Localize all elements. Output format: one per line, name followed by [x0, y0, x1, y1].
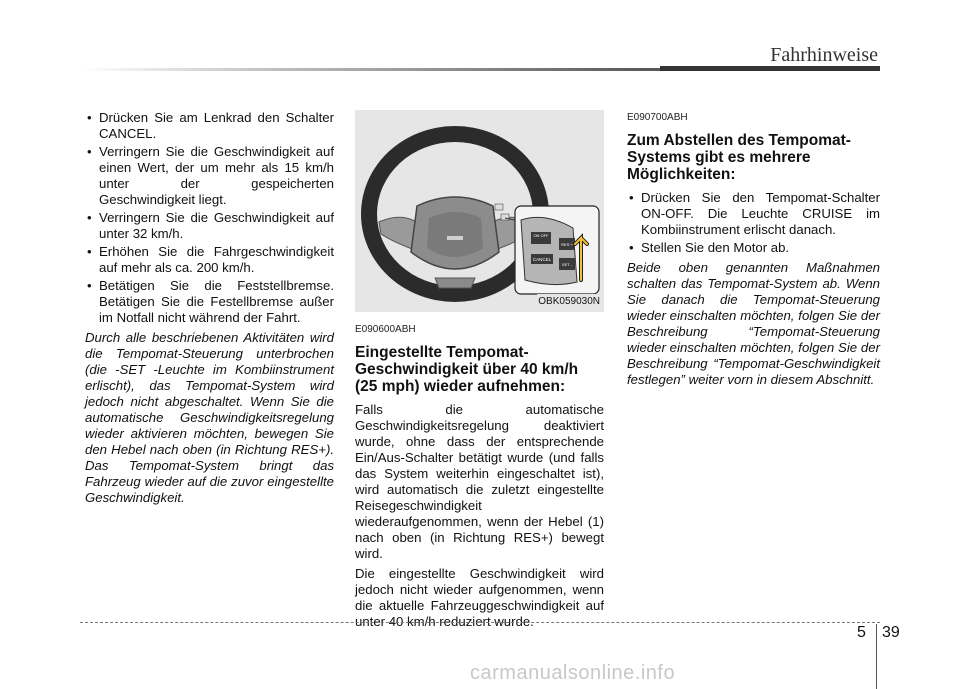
steering-wheel-illustration: [355, 110, 604, 312]
watermark: carmanualsonline.info: [470, 662, 676, 684]
set-label: SET -: [561, 262, 573, 267]
middle-paragraph: Die eingestellte Geschwindigkeit wird jedoch nicht wieder aufgenommen, wenn die aktuelle Fahrzeuggeschwindigkeit auf unter 40 km/h reduziert wurde.: [355, 566, 604, 629]
header-rule-accent: [660, 66, 880, 71]
hub-button: [495, 204, 503, 210]
section-heading: Eingestellte Tempomat-Geschwindigkeit über 40 km/h (25 mph) wieder aufnehmen:: [355, 344, 579, 395]
footer-divider: [876, 624, 877, 689]
list-item: • Drücken Sie den Tempomat-Schalter ON-OFF. Die Leuchte CRUISE im Kombiinstrument erlischt danach.: [627, 190, 880, 238]
footer-rule: [80, 622, 880, 623]
section-code: E090600ABH: [355, 324, 416, 335]
left-bullet-list: [85, 110, 334, 326]
middle-paragraph: Falls die automatische Geschwindigkeitsregelung deaktiviert wurde, ohne dass der entsprechende Ein/Aus-Schalter betätigt wurde (und falls das System weiterhin eingeschaltet ist), wird automatisch die zuletzt eingestellte Reisegeschwindigkeit wiederaufgenommen, wenn der Hebel (1) nach oben (in Richtung RES+) bewegt wird.: [355, 402, 604, 561]
steering-wheel-figure: [355, 110, 604, 312]
list-item: • Verringern Sie die Geschwindigkeit auf einen Wert, der um mehr als 15 km/h unter der gespeicherten Geschwindigkeit liegt.: [85, 144, 334, 208]
section-code: E090700ABH: [627, 112, 688, 123]
figure-label: OBK059030N: [537, 294, 601, 310]
callout-panel: [521, 217, 577, 284]
list-item: • Betätigen Sie die Feststellbremse. Betätigen Sie die Festellbremse außer im Notfall nicht während der Fahrt.: [85, 278, 334, 326]
list-item: • Erhöhen Sie die Fahrgeschwindigkeit auf mehr als ca. 200 km/h.: [85, 244, 334, 276]
list-item: • Drücken Sie am Lenkrad den Schalter CANCEL.: [85, 110, 334, 142]
chapter-number: 5: [857, 624, 866, 641]
right-bullet-list: [627, 190, 880, 256]
wheel-spoke-bottom: [435, 278, 475, 288]
page-header-title: Fahrhinweise: [770, 44, 878, 66]
brand-logo: [447, 236, 463, 240]
onoff-label: ON OFF: [533, 233, 549, 238]
page-number: 39: [882, 624, 900, 641]
section-heading: Zum Abstellen des Tempomat-Systems gibt es mehrere Möglichkeiten:: [627, 132, 851, 183]
res-label: RES +: [561, 242, 573, 247]
right-note: Beide oben genannten Maßnahmen schalten das Tempomat-System ab. Wenn Sie danach die Tempomat-Steuerung wieder einschalten möchten, folgen Sie der Beschreibung “Tempomat-Steuerung wieder einschalten möchten, folgen Sie der Beschreibung “Tempomat-Geschwindigkeit festlegen” weiter vorn in diesem Abschnitt.: [627, 260, 880, 387]
right-column: [627, 110, 880, 388]
left-note: Durch alle beschriebenen Aktivitäten wird die Tempomat-Steuerung unterbrochen (die -SET -Leuchte im Kombiinstrument erlischt), das Tempomat-System wird jedoch nicht abgeschaltet. Wenn Sie die automatische Geschwindigkeitsregelung wieder aktivieren möchten, bewegen Sie den Hebel nach oben (in Richtung RES+). Das Tempomat-System bringt das Fahrzeug wieder auf die zuvor eingestellte Geschwindigkeit.: [85, 330, 334, 505]
list-item: • Stellen Sie den Motor ab.: [627, 240, 880, 256]
left-column: [85, 110, 334, 506]
list-item: • Verringern Sie die Geschwindigkeit auf unter 32 km/h.: [85, 210, 334, 242]
cancel-label: CANCEL: [532, 257, 552, 262]
middle-column: [355, 110, 604, 634]
wheel-hub-center: [427, 212, 483, 257]
